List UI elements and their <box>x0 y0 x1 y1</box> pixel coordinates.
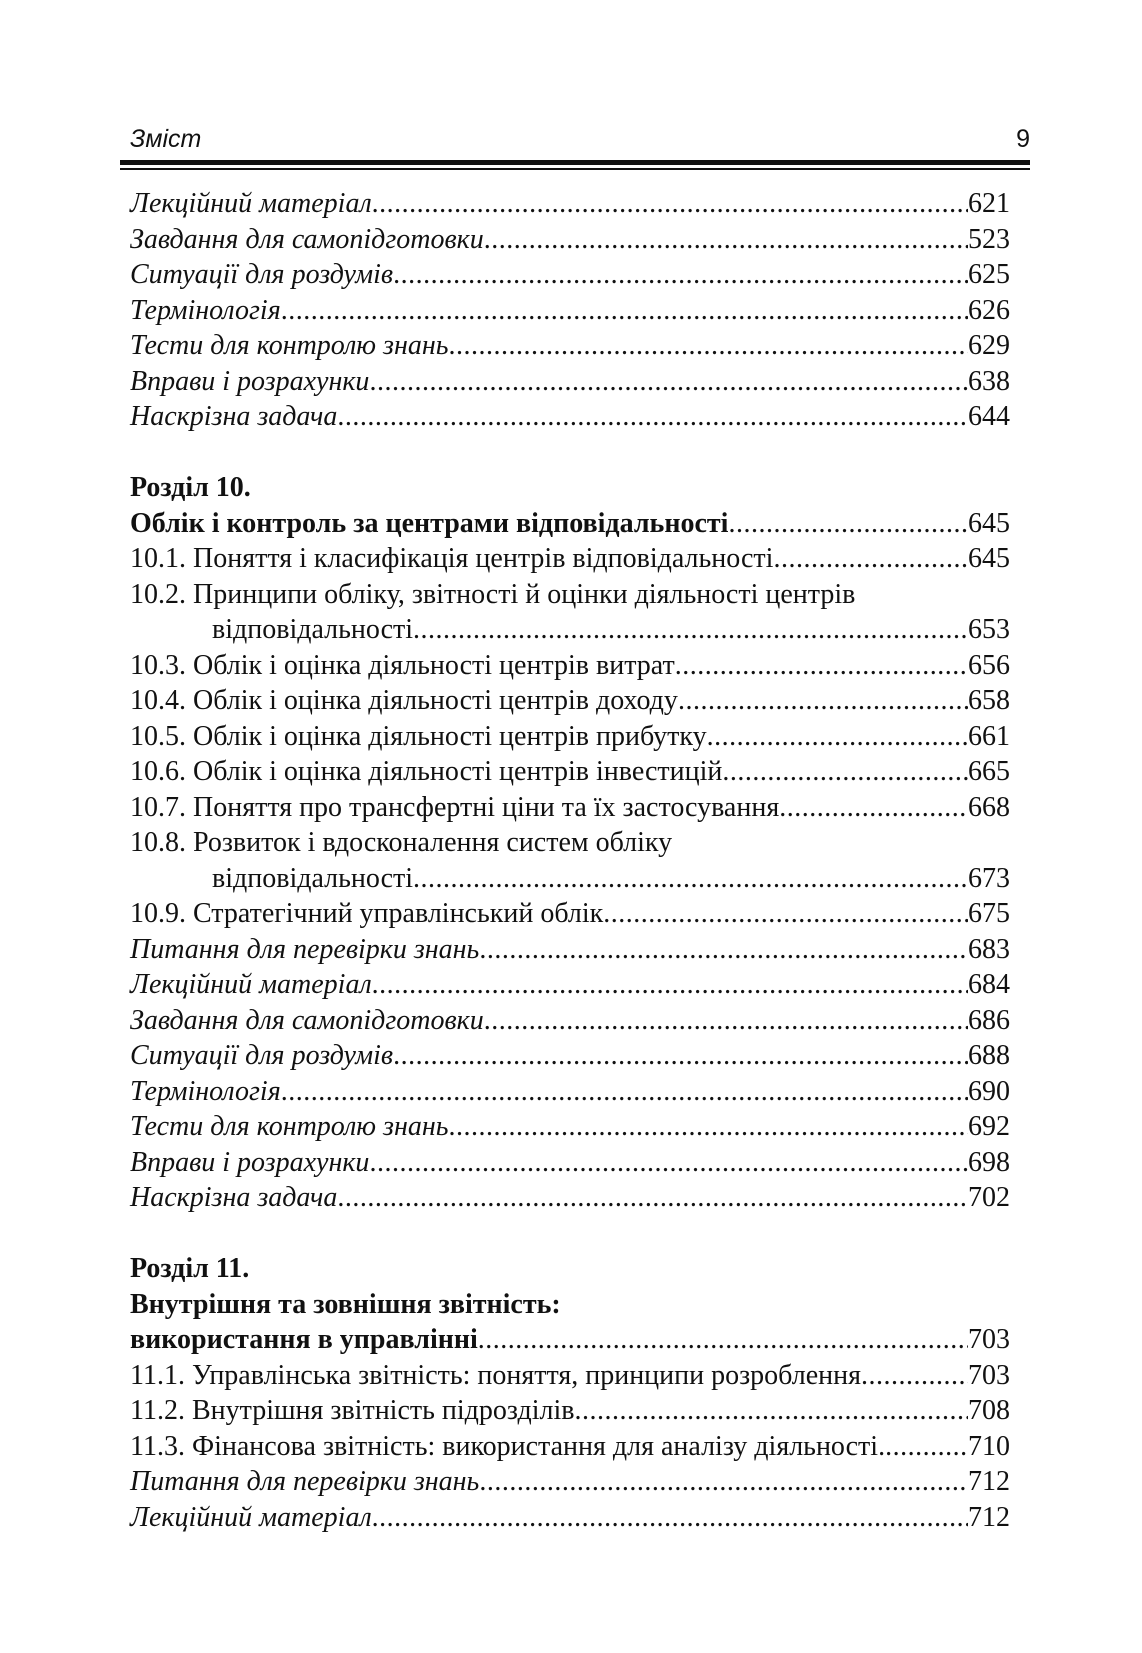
toc-entry-10-7 <box>130 790 1010 826</box>
toc-entry-title: відповідальності <box>212 614 414 645</box>
leader-dots <box>728 506 968 542</box>
toc-entry-title: Наскрізна задача <box>130 1182 338 1213</box>
toc-entry-page: 523 <box>968 223 1010 255</box>
toc-entry-10-2-line1: 10.2. Принципи обліку, звітності й оцінки діяльності центрів <box>130 578 856 610</box>
toc-entry-page: 665 <box>968 756 1010 787</box>
toc-entry-title: 10.3. Облік і оцінка діяльності центрів витрат <box>130 649 675 681</box>
section-11-label: Розділ 11. <box>130 1253 250 1284</box>
leader-dots <box>393 257 968 293</box>
toc-entry <box>130 1180 1010 1216</box>
toc-entry-title: 10.5. Облік і оцінка діяльності центрів прибутку <box>130 720 707 752</box>
toc-entry <box>130 1074 1010 1110</box>
leader-dots <box>413 612 968 648</box>
toc-entry-title: Тести для контролю знань <box>130 330 449 361</box>
toc-entry-title: Лекційний матеріал <box>130 188 372 219</box>
section-10-heading <box>130 506 1010 542</box>
toc-entry-page: 683 <box>968 933 1010 965</box>
leader-dots <box>722 754 968 790</box>
toc-entry-10-5 <box>130 719 1010 755</box>
header-page-number: 9 <box>1016 125 1030 153</box>
toc-entry <box>130 186 1010 222</box>
toc-entry-page: 673 <box>968 862 1010 894</box>
toc-entry-10-4 <box>130 683 1010 719</box>
toc-entry-title: Вправи і розрахунки <box>130 1146 370 1178</box>
spacer <box>130 1216 1010 1252</box>
toc-entry-11-2 <box>130 1393 1010 1429</box>
toc-entry-title: Ситуації для роздумів <box>130 259 394 290</box>
toc-entry-title: Лекційний матеріал <box>130 1501 372 1533</box>
toc-entry-10-9 <box>130 896 1010 932</box>
leader-dots <box>337 1180 968 1216</box>
toc-entry <box>130 1003 1010 1039</box>
section-10-title: Облік і контроль за центрами відповідальності <box>130 507 729 539</box>
toc-entry <box>130 222 1010 258</box>
leader-dots <box>449 1109 969 1145</box>
leader-dots <box>449 328 969 364</box>
toc-entry-page: 645 <box>968 543 1010 574</box>
toc-entry-page: 629 <box>968 330 1010 361</box>
leader-dots <box>372 967 968 1003</box>
toc-entry-11-1 <box>130 1358 1010 1394</box>
section-11-title-line1: Внутрішня та зовнішня звітність: <box>130 1288 561 1320</box>
toc-entry-10-8 <box>130 861 1010 897</box>
toc-entry-page: 686 <box>968 1004 1010 1036</box>
toc-entry-page: 698 <box>968 1146 1010 1178</box>
toc-entry-page: 621 <box>968 188 1010 219</box>
leader-dots <box>675 648 968 684</box>
toc-entry <box>130 293 1010 329</box>
header-rule-thin <box>120 168 1030 170</box>
leader-dots <box>773 541 968 577</box>
leader-dots <box>574 1393 968 1429</box>
toc-entry-10-6 <box>130 754 1010 790</box>
toc-entry-title: Термінологія <box>130 294 281 326</box>
toc-entry-title: Вправи і розрахунки <box>130 365 370 397</box>
spacer <box>130 435 1010 471</box>
toc-entry-page: 688 <box>968 1040 1010 1071</box>
leader-dots <box>372 1500 968 1536</box>
toc-entry-title: 10.4. Облік і оцінка діяльності центрів доходу <box>130 685 678 716</box>
toc-entry-page: 625 <box>968 259 1010 290</box>
toc-entry <box>130 257 1010 293</box>
toc-entry-page: 708 <box>968 1395 1010 1426</box>
toc-entry <box>130 1464 1010 1500</box>
toc-entry-page: 626 <box>968 294 1010 326</box>
section-10-label: Розділ 10. <box>130 472 251 503</box>
leader-dots <box>369 1145 968 1181</box>
toc-entry-title: 11.1. Управлінська звітність: поняття, принципи розроблення <box>130 1359 861 1391</box>
toc-entry-title: Наскрізна задача <box>130 401 338 432</box>
leader-dots <box>281 1074 968 1110</box>
table-of-contents <box>130 186 1010 1535</box>
section-11-page: 703 <box>968 1324 1010 1355</box>
toc-entry-10-3 <box>130 648 1010 684</box>
toc-entry-page: 661 <box>968 720 1010 752</box>
leader-dots <box>484 222 968 258</box>
toc-entry <box>130 967 1010 1003</box>
toc-entry-title: 10.1. Поняття і класифікація центрів відповідальності <box>130 543 774 574</box>
toc-entry-page: 692 <box>968 1111 1010 1142</box>
toc-entry-page: 658 <box>968 685 1010 716</box>
toc-entry-page: 712 <box>968 1466 1010 1497</box>
leader-dots <box>478 1322 968 1358</box>
toc-entry-10-8-line1: 10.8. Розвиток і вдосконалення систем обліку <box>130 827 673 858</box>
toc-entry-page: 656 <box>968 649 1010 681</box>
leader-dots <box>479 1464 968 1500</box>
leader-dots <box>707 719 968 755</box>
toc-entry-title: Термінологія <box>130 1075 281 1107</box>
section-10-page: 645 <box>968 507 1010 539</box>
toc-entry-page: 653 <box>968 614 1010 645</box>
toc-entry <box>130 364 1010 400</box>
toc-entry <box>130 1500 1010 1536</box>
toc-entry-page: 668 <box>968 791 1010 823</box>
header-title: Зміст <box>130 125 202 153</box>
section-11-title: використання в управлінні <box>130 1324 478 1355</box>
toc-entry <box>130 1109 1010 1145</box>
toc-entry-page: 690 <box>968 1075 1010 1107</box>
toc-entry <box>130 399 1010 435</box>
leader-dots <box>369 364 968 400</box>
leader-dots <box>678 683 968 719</box>
toc-entry-title: Лекційний матеріал <box>130 969 372 1000</box>
toc-entry-10-1 <box>130 541 1010 577</box>
toc-entry-11-3 <box>130 1429 1010 1465</box>
toc-entry-title: 10.9. Стратегічний управлінський облік <box>130 898 604 929</box>
header-rule-thick <box>120 160 1030 165</box>
toc-entry <box>130 328 1010 364</box>
toc-entry-title: відповідальності <box>212 862 414 894</box>
toc-entry-page: 684 <box>968 969 1010 1000</box>
leader-dots <box>413 861 968 897</box>
leader-dots <box>779 790 968 826</box>
toc-entry-page: 712 <box>968 1501 1010 1533</box>
leader-dots <box>603 896 968 932</box>
toc-entry-title: 10.7. Поняття про трансфертні ціни та їх застосування <box>130 791 780 823</box>
toc-entry-title: Завдання для самопідготовки <box>130 223 484 255</box>
toc-entry-page: 644 <box>968 401 1010 432</box>
leader-dots <box>337 399 968 435</box>
toc-entry-page: 638 <box>968 365 1010 397</box>
toc-entry-title: 11.3. Фінансова звітність: використання для аналізу діяльності. <box>130 1430 886 1462</box>
toc-entry <box>130 1038 1010 1074</box>
toc-entry <box>130 932 1010 968</box>
toc-entry <box>130 1145 1010 1181</box>
toc-entry-10-2 <box>130 612 1010 648</box>
toc-entry-page: 710 <box>968 1430 1010 1462</box>
leader-dots <box>393 1038 968 1074</box>
leader-dots <box>479 932 968 968</box>
leader-dots <box>861 1358 968 1394</box>
toc-entry-page: 703 <box>968 1359 1010 1391</box>
running-header <box>130 118 1030 158</box>
leader-dots <box>484 1003 968 1039</box>
toc-entry-page: 675 <box>968 898 1010 929</box>
leader-dots <box>281 293 968 329</box>
leader-dots <box>372 186 968 222</box>
toc-entry-title: Ситуації для роздумів <box>130 1040 394 1071</box>
toc-entry-title: 11.2. Внутрішня звітність підрозділів <box>130 1395 575 1426</box>
section-11-heading <box>130 1322 1010 1358</box>
toc-entry-title: Тести для контролю знань <box>130 1111 449 1142</box>
toc-entry-title: Питання для перевірки знань <box>130 933 480 965</box>
leader-dots <box>885 1429 968 1465</box>
toc-entry-page: 702 <box>968 1182 1010 1213</box>
toc-entry-title: Завдання для самопідготовки <box>130 1004 484 1036</box>
toc-entry-title: Питання для перевірки знань <box>130 1466 480 1497</box>
toc-entry-title: 10.6. Облік і оцінка діяльності центрів інвестицій <box>130 756 723 787</box>
